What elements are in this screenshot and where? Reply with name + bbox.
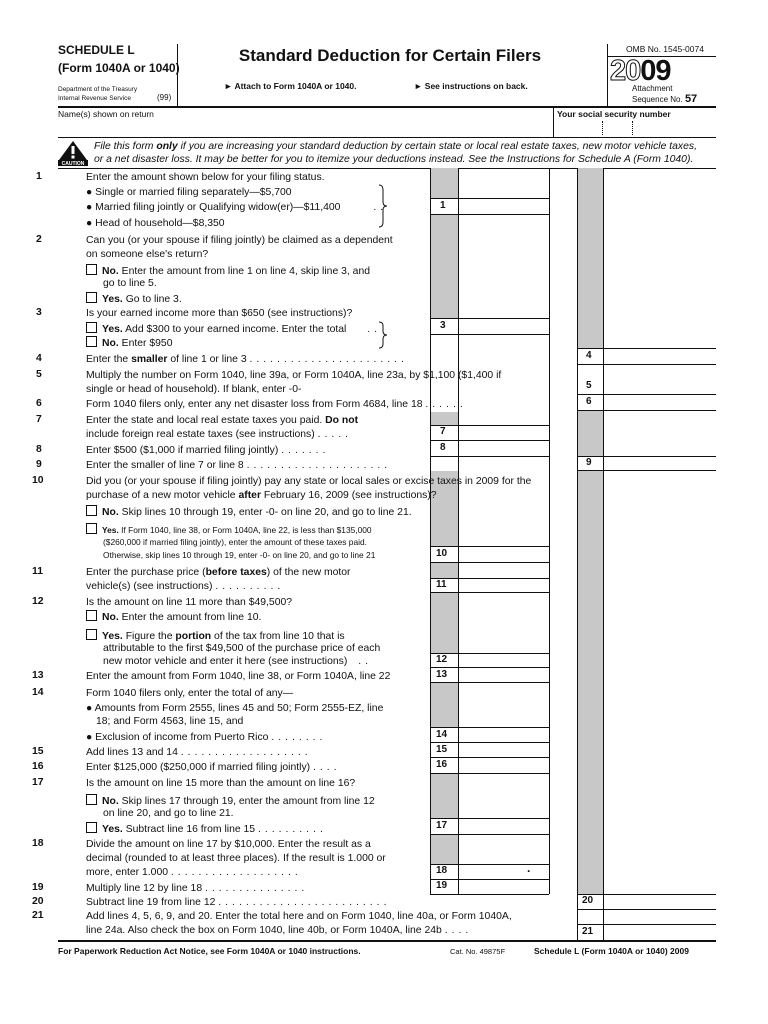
line-17-yes: Yes. Subtract line 16 from line 15 .......... [86,822,327,836]
line-num-18: 18 [32,838,44,849]
line-17-no-cont: on line 20, and go to line 21. [103,808,234,819]
box-label-4: 4 [586,350,592,361]
line-num-2: 2 [36,234,42,245]
line-19-text: Multiply line 12 by line 18 ............... [86,883,309,894]
line-3-input[interactable] [459,319,548,333]
line-3-yes-checkbox[interactable] [86,322,97,333]
line-10-yes: Yes. If Form 1040, line 38, or Form 1040A, line 22, is less than $135,000 [86,523,372,536]
line-6-input[interactable] [604,395,716,409]
line-10-no: No. Skip lines 10 through 19, enter -0- on line 20, and go to line 21. [86,505,412,519]
line-13-text: Enter the amount from Form 1040, line 38, or Form 1040A, line 22 [86,671,391,682]
line-16-text: Enter $125,000 ($250,000 if married filing jointly) .... [86,762,341,773]
box-label-14: 14 [436,729,448,740]
line-20-text: Subtract line 19 from line 12 ......................... [86,897,391,908]
line-19-input[interactable] [459,880,548,893]
line-7-input[interactable] [459,426,548,439]
line-num-13: 13 [32,670,44,681]
attach-instruction: ► Attach to Form 1040A or 1040. [224,81,357,91]
line-17-input[interactable] [459,819,548,833]
attachment-seq: Attachment Sequence No. 57 [632,84,698,105]
line-17-no: No. Skip lines 17 through 19, enter the amount from line 12 [86,794,375,808]
name-label: Name(s) shown on return [58,109,154,119]
line-1-brace [378,184,388,228]
line-10b: purchase of a new motor vehicle after February 16, 2009 (see instructions)? [86,490,437,501]
caution-text: File this form only if you are increasing your standard deduction by certain state or local real estate taxes, new motor vehicle taxes, or a net disaster loss. It may be better for you to itemize your deductions instead. See the Instructions for Schedule A (Form 1040). [94,141,697,165]
dept-irs: Internal Revenue Service [58,95,131,102]
see-instructions: ► See instructions on back. [414,81,528,91]
line-num-16: 16 [32,761,44,772]
line-num-4: 4 [36,353,42,364]
line-18b: decimal (rounded to at least three places). If the result is 1.000 or [86,853,386,864]
line-14-text: Form 1040 filers only, enter the total of any— [86,688,294,699]
name-field[interactable] [58,119,550,137]
box-label-1: 1 [440,200,446,211]
line-18-input[interactable]: . [527,861,531,875]
line-13-input[interactable] [459,668,548,681]
line-7a: Enter the state and local real estate taxes you paid. Do not [86,415,359,426]
box-label-13: 13 [436,669,448,680]
line-11a: Enter the purchase price (before taxes) of the new motor [86,567,351,578]
line-12-yes-cont1: attributable to the first $49,500 of the purchase price of each [103,643,381,654]
line-1-text: Enter the amount shown below for your filing status. [86,172,325,183]
box-label-15: 15 [436,744,448,755]
line-8-text: Enter $500 ($1,000 if married filing jointly) ....... [86,445,330,456]
line-16-input[interactable] [459,758,548,772]
line-2-no-checkbox[interactable] [86,264,97,275]
line-1b: ● Married filing jointly or Qualifying widow(er)—$11,400 .. [86,202,388,213]
line-14a: ● Amounts from Form 2555, lines 45 and 50; Form 2555-EZ, line [86,703,384,714]
line-12-no: No. Enter the amount from line 10. [86,610,261,624]
omb-number: OMB No. 1545-0074 [626,44,704,54]
line-num-19: 19 [32,882,44,893]
line-11-input[interactable] [459,579,548,591]
line-14-input[interactable] [459,728,548,741]
line-6-text: Form 1040 filers only, enter any net disaster loss from Form 4684, line 18 ...... [86,399,467,410]
dept-treasury: Department of the Treasury [58,86,138,93]
box-label-21: 21 [582,926,594,937]
line-14a-cont: 18; and Form 4563, line 15, and [96,716,244,727]
line-15-text: Add lines 13 and 14 ................... [86,747,312,758]
box-label-5: 5 [586,380,592,391]
box-label-17: 17 [436,820,448,831]
form-title: Standard Deduction for Certain Filers [238,46,542,65]
line-12-yes-checkbox[interactable] [86,629,97,640]
box-label-10: 10 [436,548,448,559]
line-3-no: No. Enter $950 [86,336,172,350]
tax-year: 2009 [610,55,671,87]
line-18a: Divide the amount on line 17 by $10,000. Enter the result as a [86,839,371,850]
line-num-6: 6 [36,398,42,409]
line-5a: Multiply the number on Form 1040, line 39a, or Form 1040A, line 23a, by $1,100 ($1,400 if [86,370,502,381]
line-12-no-checkbox[interactable] [86,610,97,621]
box-label-3: 3 [440,320,446,331]
box-label-20: 20 [582,895,594,906]
box-label-19: 19 [436,880,448,891]
line-10-yes-cont2: Otherwise, skip lines 10 through 19, enter -0- on line 20, and go to line 21 [103,550,376,560]
line-21a: Add lines 4, 5, 6, 9, and 20. Enter the total here and on Form 1040, line 40a, or Form 1040A, [86,911,512,922]
box-label-8: 8 [440,442,446,453]
line-num-14: 14 [32,687,44,698]
line-num-3: 3 [36,307,42,318]
line-3-brace [378,321,388,349]
line-2-no: No. Enter the amount from line 1 on line 4, skip line 3, and [86,264,370,278]
line-12-yes-cont2: new motor vehicle and enter it here (see instructions) .. [103,656,372,667]
line-num-11: 11 [32,566,43,577]
box-label-7: 7 [440,426,446,437]
line-12-text: Is the amount on line 11 more than $49,500? [86,597,293,608]
line-9-text: Enter the smaller of line 7 or line 8 ..................... [86,460,392,471]
line-3-text: Is your earned income more than $650 (see instructions)? [86,308,353,319]
line-14b: ● Exclusion of income from Puerto Rico ........ [86,732,327,743]
line-num-8: 8 [36,444,42,455]
caution-icon [58,140,88,166]
line-10-yes-cont1: ($260,000 if married filing jointly), enter the amount of these taxes paid. [103,537,367,547]
svg-text:CAUTION: CAUTION [61,161,85,166]
line-num-10: 10 [32,475,44,486]
line-21-input[interactable] [604,925,716,939]
line-num-12: 12 [32,596,44,607]
box-label-9: 9 [586,457,592,468]
box-label-6: 6 [586,396,592,407]
line-2-yes: Yes. Go to line 3. [86,292,182,306]
footer-cat: Cat. No. 49875F [450,947,506,956]
line-10-yes-checkbox[interactable] [86,523,97,534]
line-9-input[interactable] [604,457,716,469]
line-21b: line 24a. Also check the box on Form 1040, line 40b, or Form 1040A, line 24b .... [86,925,473,936]
line-8-input[interactable] [459,441,548,455]
line-7b: include foreign real estate taxes (see instructions) ..... [86,429,353,440]
line-num-7: 7 [36,414,42,425]
line-4-text: Enter the smaller of line 1 or line 3 ....................... [86,354,408,365]
line-3-no-checkbox[interactable] [86,336,97,347]
line-10-input[interactable] [459,547,548,561]
line-12-input[interactable] [459,654,548,666]
line-17-yes-checkbox[interactable] [86,822,97,833]
box-label-16: 16 [436,759,448,770]
box-label-11: 11 [436,579,447,590]
line-num-21: 21 [32,910,44,921]
line-2a: Can you (or your spouse if filing jointly) be claimed as a dependent [86,235,393,246]
line-num-9: 9 [36,459,42,470]
line-10a: Did you (or your spouse if filing jointly) pay any state or local sales or excise taxes in 2009 for the [86,476,532,487]
line-2-no-cont: go to line 5. [103,278,157,289]
schedule-label: SCHEDULE L [58,43,135,57]
ssn-field[interactable] [556,119,716,137]
line-num-1: 1 [36,171,42,182]
line-1-input[interactable] [459,199,548,213]
box-label-12: 12 [436,654,448,665]
line-17-no-checkbox[interactable] [86,794,97,805]
line-12-yes: Yes. Figure the portion of the tax from line 10 that is [86,629,345,643]
line-1c: ● Head of household—$8,350 [86,218,225,229]
line-5b: single or head of household). If blank, enter -0- [86,384,302,395]
line-10-no-checkbox[interactable] [86,505,97,516]
line-11b: vehicle(s) (see instructions) .......... [86,581,285,592]
form-label: (Form 1040A or 1040) [58,61,180,75]
footer-paperwork: For Paperwork Reduction Act Notice, see Form 1040A or 1040 instructions. [58,946,361,956]
ssn-label: Your social security number [557,109,671,119]
line-num-15: 15 [32,746,44,757]
line-2-yes-checkbox[interactable] [86,292,97,303]
line-num-17: 17 [32,777,44,788]
line-15-input[interactable] [459,743,548,756]
line-4-input[interactable] [604,349,716,363]
footer-schedule: Schedule L (Form 1040A or 1040) 2009 [534,946,689,956]
line-1a: ● Single or married filing separately—$5,700 [86,187,292,198]
code-99: (99) [157,93,172,102]
line-num-20: 20 [32,896,44,907]
line-2b: on someone else's return? [86,249,209,260]
line-17-text: Is the amount on line 15 more than the amount on line 16? [86,778,356,789]
line-3-yes: Yes. Add $300 to your earned income. Enter the total .. [86,322,381,336]
line-5-input[interactable] [604,379,716,393]
box-label-18: 18 [436,865,448,876]
line-18c: more, enter 1.000 ................... [86,867,302,878]
line-20-input[interactable] [604,895,716,908]
line-num-5: 5 [36,369,42,380]
